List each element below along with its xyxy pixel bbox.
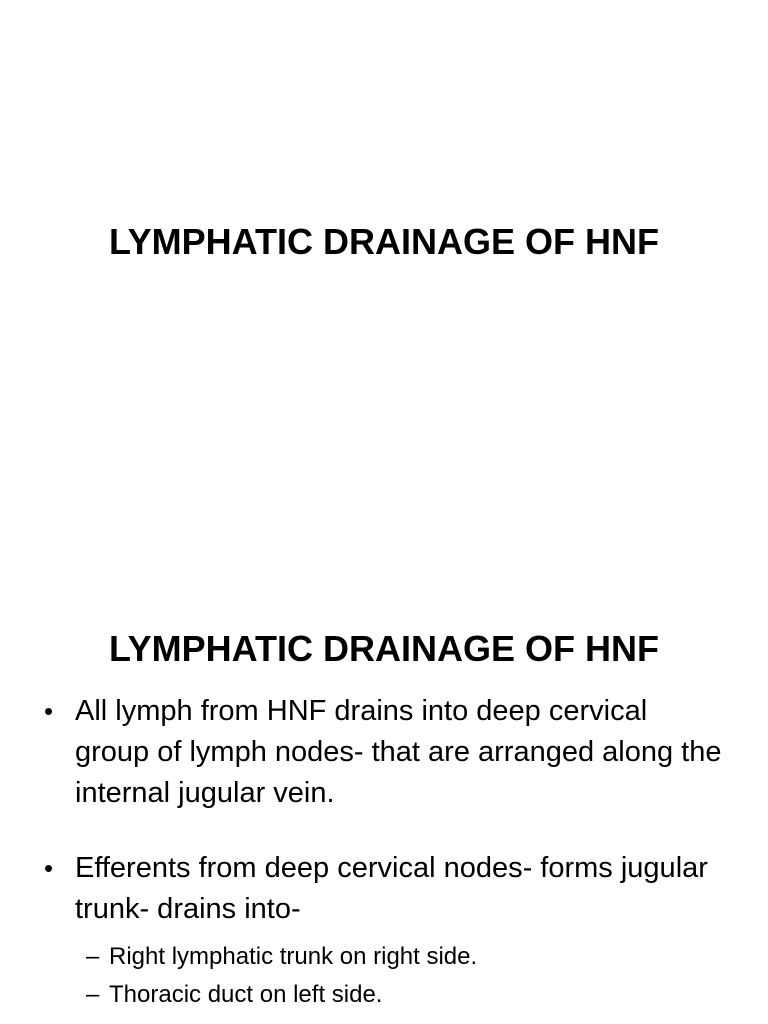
sub-bullet-dash: – <box>86 943 100 970</box>
sub-bullet-item <box>44 976 724 1014</box>
slide-body <box>44 691 724 1014</box>
bullet-text: Efferents from deep cervical nodes- forms jugular trunk- drains into- <box>75 852 708 925</box>
bullet-item <box>44 691 724 814</box>
sub-bullet-list <box>44 938 724 1014</box>
slide-2 <box>0 576 768 1024</box>
bullet-dot: • <box>44 696 54 726</box>
slide-title: LYMPHATIC DRAINAGE OF HNF <box>108 628 659 669</box>
sub-bullet-item <box>44 938 724 976</box>
bullet-dot: • <box>44 853 54 883</box>
sub-bullet-text: Thoracic duct on left side. <box>109 981 383 1008</box>
sub-bullet-dash: – <box>86 981 100 1008</box>
bullet-item <box>44 848 724 930</box>
bullet-text: All lymph from HNF drains into deep cervical group of lymph nodes- that are arranged along the internal jugular vein. <box>75 695 722 809</box>
sub-bullet-text: Right lymphatic trunk on right side. <box>109 943 478 970</box>
slide-title: LYMPHATIC DRAINAGE OF HNF <box>108 221 659 262</box>
